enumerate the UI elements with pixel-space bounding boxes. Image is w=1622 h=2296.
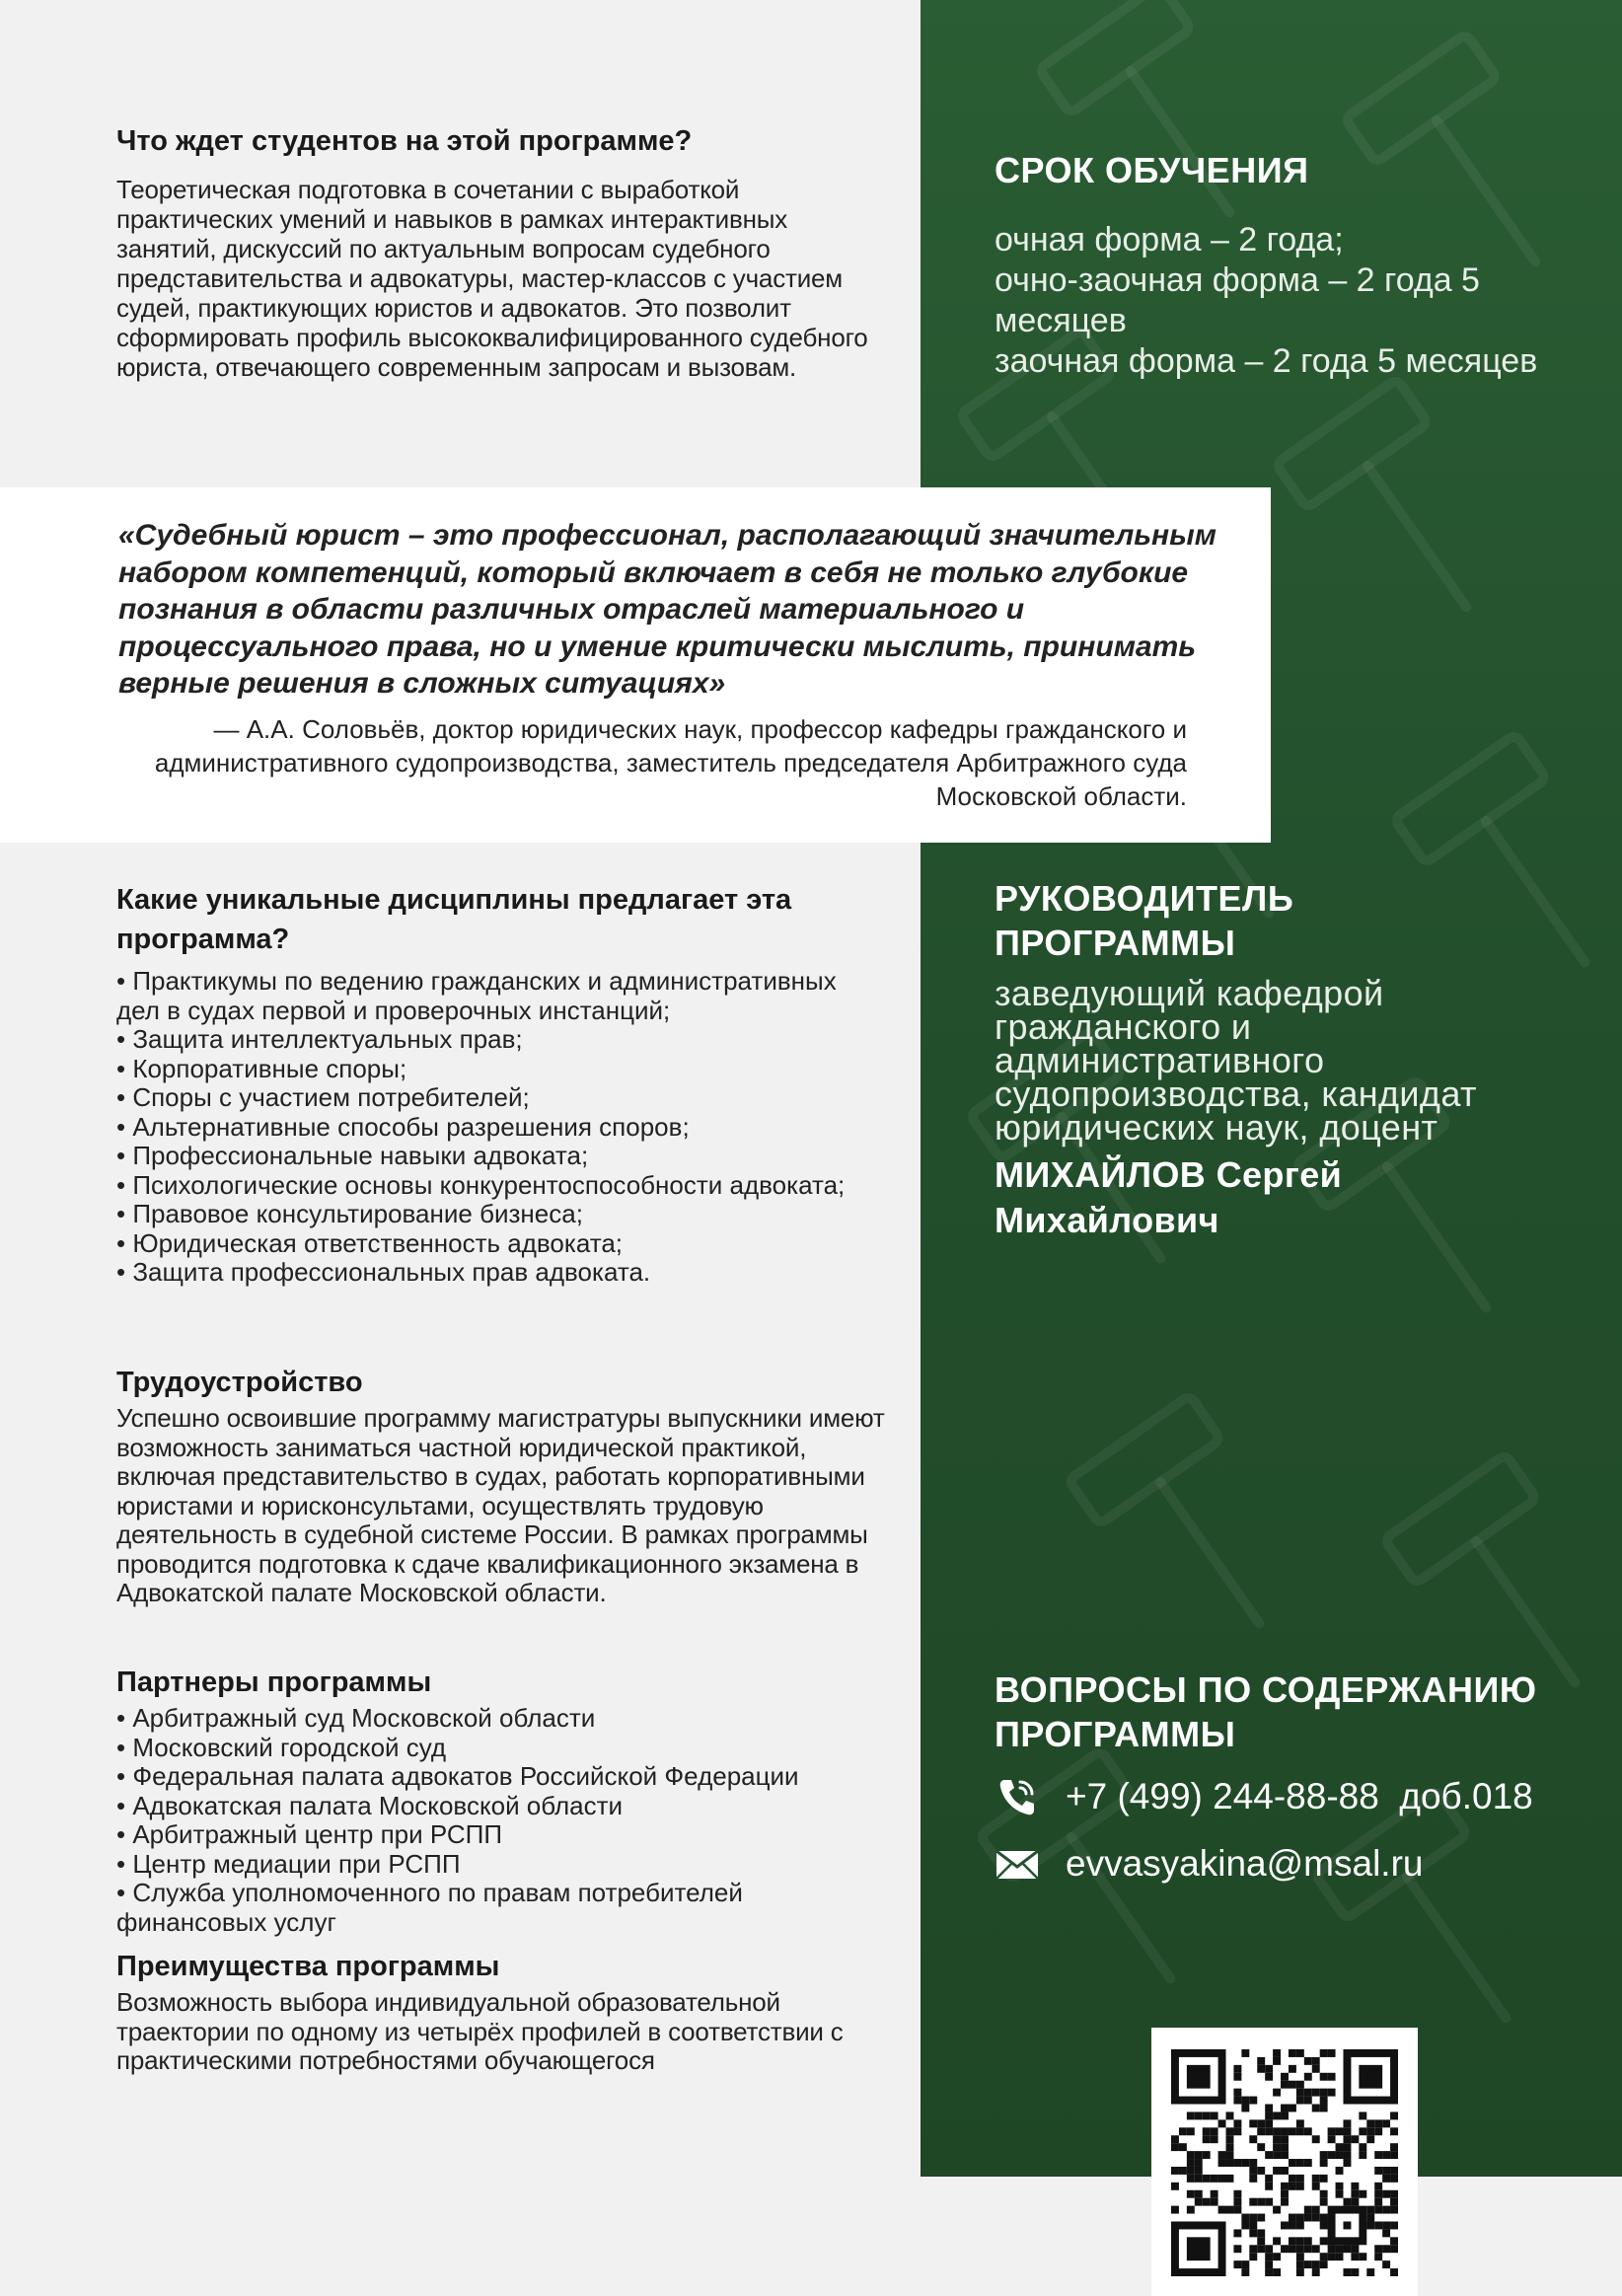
envelope-icon (995, 1841, 1044, 1887)
partner-item (116, 1879, 866, 1937)
disciplines-list (116, 967, 866, 1288)
partners-list (116, 1704, 866, 1937)
email-row[interactable] (995, 1841, 1606, 1887)
duration-item: очная форма – 2 года; (995, 221, 1344, 259)
phone-number[interactable]: +7 (499) 244-88-88 доб.018 (1066, 1776, 1533, 1816)
what-awaits-heading: Что ждет студентов на этой программе? (116, 125, 693, 157)
qr-code (1151, 2028, 1418, 2296)
partner-item (116, 1850, 866, 1880)
list-item: • Споры с участием потребителей; (116, 1083, 866, 1113)
partner-name: Федеральная палата адвокатов Российской Федерации (132, 1761, 799, 1791)
employment-heading: Трудоустройство (116, 1367, 363, 1398)
partner-item (116, 1820, 866, 1850)
phone-icon (995, 1774, 1044, 1819)
quote-author: — А.А. Соловьёв, доктор юридических наук, профессор кафедры гражданского и административного судопроизводства, заместитель председателя Арбитражного суда Московской области. (154, 713, 1187, 811)
head-of-program-heading: РУКОВОДИТЕЛЬ ПРОГРАММЫ (995, 878, 1294, 963)
duration-heading: СРОК ОБУЧЕНИЯ (995, 150, 1309, 190)
contacts-heading: ВОПРОСЫ ПО СОДЕРЖАНИЮ ПРОГРАММЫ (995, 1669, 1537, 1754)
partner-name: Арбитражный суд Московской области (132, 1703, 596, 1733)
head-of-program-name: МИХАЙЛОВ Сергей Михайлович (995, 1154, 1343, 1240)
qr-code-image (1171, 2049, 1398, 2276)
duration-item: заочная форма – 2 года 5 месяцев (995, 342, 1538, 380)
list-item: • Защита профессиональных прав адвоката. (116, 1258, 866, 1288)
list-item: • Альтернативные способы разрешения споров; (116, 1113, 866, 1143)
duration-item: очно-заочная форма – 2 года 5 месяцев (995, 261, 1480, 339)
list-item: • Корпоративные споры; (116, 1055, 866, 1084)
partner-item (116, 1792, 866, 1821)
partner-item (116, 1704, 866, 1734)
email-address[interactable]: evvasyakina@msal.ru (1066, 1843, 1424, 1884)
employment-section (116, 1366, 886, 1608)
partner-name: Арбитражный центр при РСПП (132, 1819, 503, 1849)
partner-name: Служба уполномоченного по правам потребителей финансовых услуг (116, 1878, 743, 1937)
head-of-program-position: заведующий кафедрой гражданского и административного судопроизводства, кандидат юридических наук, доцент (995, 973, 1477, 1148)
head-of-program-section (995, 876, 1606, 1243)
list-item: • Практикумы по ведению гражданских и административных дел в судах первой и проверочных инстанций; (116, 967, 866, 1025)
disciplines-section (116, 880, 886, 1288)
partner-item (116, 1762, 866, 1792)
list-item: • Профессиональные навыки адвоката; (116, 1142, 866, 1171)
phone-row[interactable] (995, 1774, 1606, 1819)
partners-section (116, 1666, 886, 1937)
partner-name: Московский городской суд (132, 1732, 447, 1762)
what-awaits-section (116, 124, 886, 382)
partner-item (116, 1734, 866, 1763)
advantages-heading: Преимущества программы (116, 1951, 500, 1982)
list-item: • Психологические основы конкурентоспособности адвоката; (116, 1171, 866, 1201)
partners-heading: Партнеры программы (116, 1666, 432, 1698)
duration-section (995, 148, 1606, 382)
what-awaits-text: Теоретическая подготовка в сочетании с выработкой практических умений и навыков в рамках интерактивных занятий, дискуссий по актуальным вопросам судебного представительства и адвокатуры, мастер-классов с участием судей, практикующих юристов и адвокатов. Это позволит сформировать профиль высококвалифицированного судебного юриста, отвечающего современным запросам и вызовам. (116, 175, 868, 382)
quote-text: «Судебный юрист – это профессионал, располагающий значительным набором компетенций, который включает в себя не только глубокие познания в области различных отраслей материального и процессуального права, но и умение критически мыслить, принимать верные решения в сложных ситуациях» (118, 519, 1216, 700)
quote-box (0, 487, 1271, 843)
disciplines-heading: Какие уникальные дисциплины предлагает эта программа? (116, 884, 792, 955)
employment-text: Успешно освоившие программу магистратуры выпускники имеют возможность заниматься частной юридической практикой, включая представительство в судах, работать корпоративными юристами и юрисконсультами, осуществлять трудовую деятельность в судебной системе России. В рамках программы проводится подготовка к сдаче квалификационного экзамена в Адвокатской палате Московской области. (116, 1403, 885, 1607)
list-item: • Правовое консультирование бизнеса; (116, 1200, 866, 1229)
advantages-section (116, 1950, 886, 2076)
advantages-text: Возможность выбора индивидуальной образовательной траектории по одному из четырёх профилей в соответствии с практическими потребностями обучающегося (116, 1987, 844, 2075)
list-item: • Защита интеллектуальных прав; (116, 1025, 866, 1055)
contacts-section (995, 1667, 1606, 1887)
partner-name: Центр медиации при РСПП (132, 1848, 461, 1879)
partner-name: Адвокатская палата Московской области (132, 1790, 624, 1820)
list-item: • Юридическая ответственность адвоката; (116, 1229, 866, 1259)
